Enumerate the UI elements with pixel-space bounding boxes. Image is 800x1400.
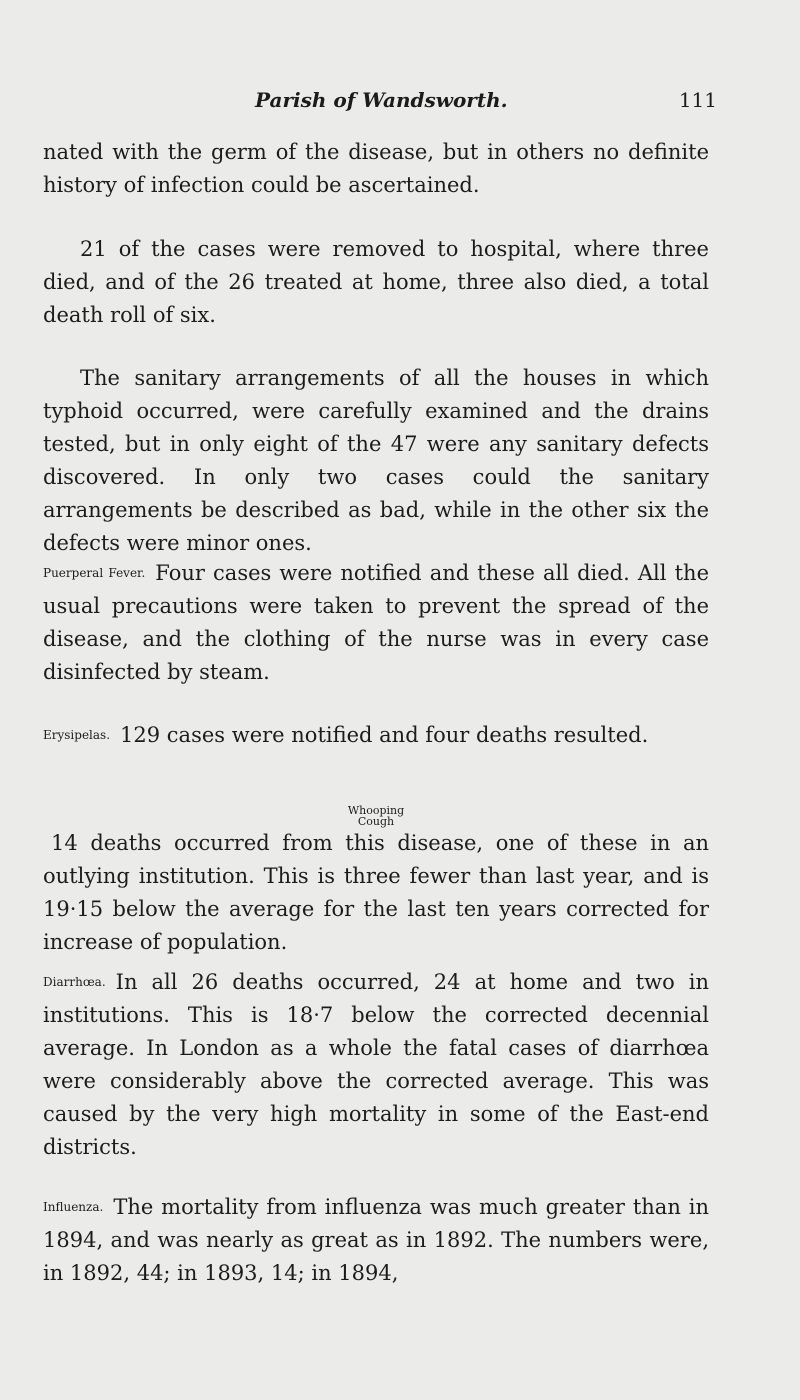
sidenote-whooping-cough [43,805,709,827]
paragraph-text: nated with the germ of the disease, but in others no definite history of infection could be ascertained. [43,140,709,197]
page-header [255,88,725,118]
paragraph-hospital [43,233,709,332]
sidenote-influenza: Influenza. [43,1200,104,1214]
running-title: Parish of Wandsworth. [255,88,508,112]
sidenote-erysipelas: Erysipelas. [43,728,111,742]
sidenote-line: Whooping [347,804,405,817]
paragraph-sanitary [43,362,709,560]
page-number: 111 [678,88,717,112]
sidenote-line: Cough [357,815,395,828]
paragraph-influenza [43,1191,709,1290]
paragraph-text: 14 deaths occurred from this disease, one of these in an outlying institution. This is three fewer than last year, and is 19·15 below the average for the last ten years corrected for increase of population. [43,831,709,954]
paragraph-text: 129 cases were notified and four deaths resulted. [120,723,649,747]
paragraph-germ [43,136,709,202]
paragraph-erysipelas [43,719,709,752]
paragraph-text: Four cases were notified and these all died. All the usual precautions were taken to prevent the spread of the disease, and the clothing of the nurse was in every case disinfected by steam. [43,561,709,684]
paragraph-diarrhoea [43,966,709,1164]
sidenote-puerperal-fever: Puerperal Fever. [43,566,146,580]
paragraph-puerperal-fever [43,557,709,689]
paragraph-text: The mortality from influenza was much greater than in 1894, and was nearly as great as in 1892. The numbers were, in 1892, 44; in 1893, 14; in 1894, [43,1195,709,1285]
paragraph-text: 21 of the cases were removed to hospital, where three died, and of the 26 treated at home, three also died, a total death roll of six. [43,237,709,327]
paragraph-whooping-cough [43,805,709,959]
paragraph-text: The sanitary arrangements of all the houses in which typhoid occurred, were carefully examined and the drains tested, but in only eight of the 47 were any sanitary defects discovered. In only two cases could the sanitary arrangements be described as bad, while in the other six the defects were minor ones. [43,366,709,555]
sidenote-diarrhoea: Diarrhœa. [43,975,106,989]
paragraph-text: In all 26 deaths occurred, 24 at home and two in institutions. This is 18·7 below the corrected decennial average. In London as a whole the fatal cases of diarrhœa were considerably above the corrected average. This was caused by the very high mortality in some of the East-end districts. [43,970,709,1159]
